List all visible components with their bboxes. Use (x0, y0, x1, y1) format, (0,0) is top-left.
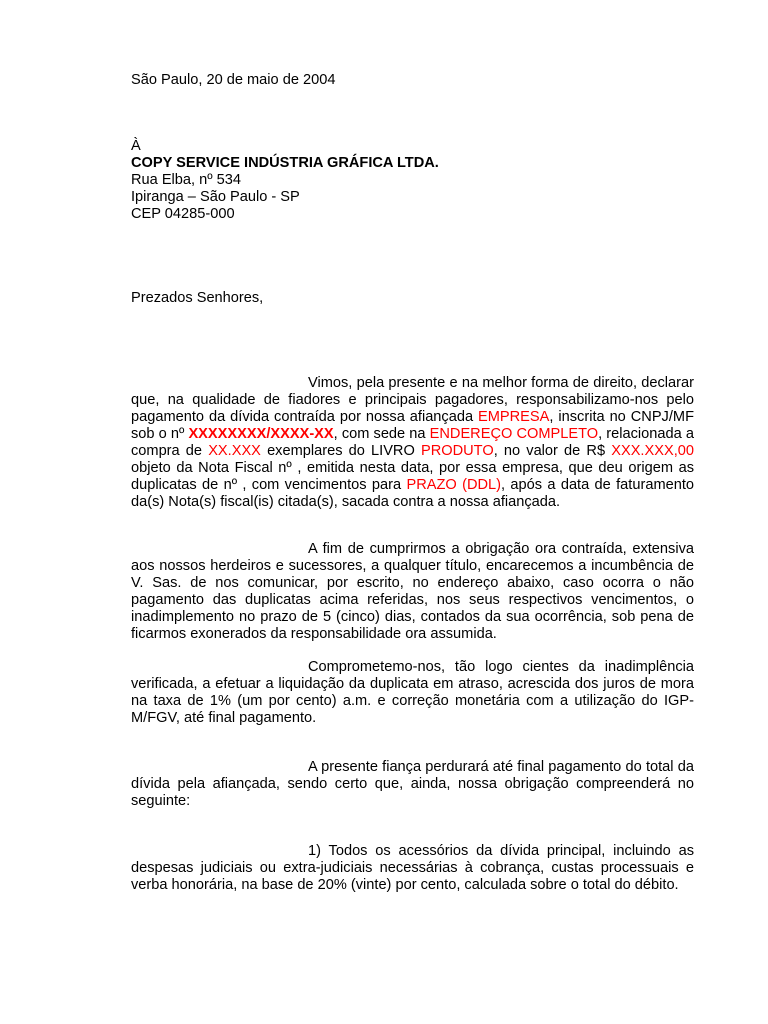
placeholder-field: XX.XXX (208, 443, 261, 459)
recipient-company: COPY SERVICE INDÚSTRIA GRÁFICA LTDA. (131, 155, 439, 171)
paragraph-text: , inscrita no CNPJ/MF sob o nº (131, 409, 694, 442)
paragraph-duration (131, 759, 694, 810)
paragraph-text: , com sede na (333, 426, 430, 442)
placeholder-field: EMPRESA (478, 409, 550, 425)
recipient-street: Rua Elba, nº 534 (131, 172, 241, 188)
paragraph-text: Comprometemo-nos, tão logo cientes da inadimplência verificada, a efetuar a liquidação da duplicata em atraso, acrescida dos juros de mora na taxa de 1% (um por cento) a.m. e correção monetária com a utilização do IGP-M/FGV, até final pagamento. (131, 659, 694, 726)
paragraph-text: 1) Todos os acessórios da dívida principal, incluindo as despesas judiciais ou extra-judiciais necessárias à cobrança, custas processuais e verba honorária, na base de 20% (vinte) por cento, calculada sobre o total do débito. (131, 843, 694, 893)
placeholder-field: PRODUTO (420, 443, 494, 459)
paragraph-notification (131, 541, 694, 643)
placeholder-field: ENDEREÇO COMPLETO (429, 426, 599, 442)
salutation: Prezados Senhores, (131, 290, 264, 306)
paragraph-text: , no valor de R$ (493, 443, 612, 459)
paragraph-text: A fim de cumprirmos a obrigação ora contraída, extensiva aos nossos herdeiros e sucessores, a qualquer título, encarecemos a incumbência de V. Sas. de nos comunicar, por escrito, no endereço abaixo, caso ocorra o não pagamento das duplicatas acima referidas, nos seus respectivos vencimentos, o inadimplemento no prazo de 5 (cinco) dias, contados da sua ocorrência, sob pena de ficarmos exonerados da responsabilidade ora assumida. (131, 541, 694, 642)
paragraph-liquidation (131, 659, 694, 727)
placeholder-field: XXX.XXX,00 (611, 443, 694, 459)
recipient-prefix: À (131, 138, 141, 154)
recipient-cep: CEP 04285-000 (131, 206, 235, 222)
recipient-district: Ipiranga – São Paulo - SP (131, 189, 300, 205)
paragraph-guarantee (131, 375, 694, 511)
date-line: São Paulo, 20 de maio de 2004 (131, 72, 336, 88)
paragraph-text: Vimos, pela presente e na melhor forma de direito, declarar que, na qualidade de fiadores e principais pagadores, responsabilizamo-nos pelo pagamento da dívida contraída por nossa afiançada (131, 375, 694, 425)
paragraph-text: , após a data de faturamento da(s) Nota(s) fiscal(is) citada(s), sacada contra a nossa afiançada. (131, 477, 695, 510)
placeholder-field: PRAZO (DDL) (406, 477, 502, 493)
paragraph-text: objeto da Nota Fiscal nº , emitida nesta data, por essa empresa, que deu origem as duplicatas de nº , com vencimentos para (131, 460, 694, 493)
paragraph-text: , relacionada a compra de (131, 426, 694, 459)
placeholder-field: XXXXXXXX/XXXX-XX (188, 426, 334, 442)
paragraph-text: A presente fiança perdurará até final pagamento do total da dívida pela afiançada, sendo certo que, ainda, nossa obrigação compreenderá no seguinte: (131, 759, 694, 809)
paragraph-item-1 (131, 843, 694, 894)
paragraph-text: exemplares do LIVRO (260, 443, 421, 459)
